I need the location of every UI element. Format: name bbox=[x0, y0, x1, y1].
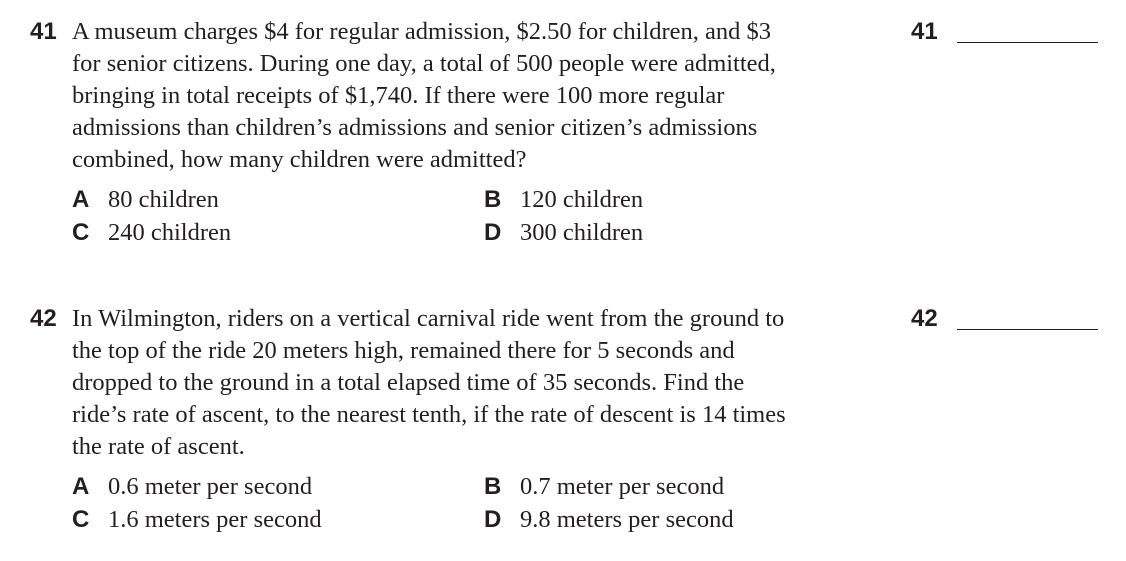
choice-text: 80 children bbox=[108, 186, 219, 213]
question-number: 42 bbox=[30, 305, 57, 332]
choice-letter: D bbox=[484, 506, 502, 533]
choice-text: 9.8 meters per second bbox=[520, 506, 734, 533]
choice-letter: B bbox=[484, 473, 502, 500]
question-text-line: for senior citizens. During one day, a total of 500 people were admitted, bbox=[72, 50, 776, 77]
choice-letter: A bbox=[72, 186, 90, 213]
answer-blank-line[interactable] bbox=[957, 329, 1098, 330]
choice-letter: A bbox=[72, 473, 90, 500]
choice-c[interactable] bbox=[72, 504, 322, 536]
answer-number: 42 bbox=[911, 305, 938, 332]
question-text-line: the rate of ascent. bbox=[72, 433, 245, 460]
choice-text: 120 children bbox=[520, 186, 644, 213]
choice-a[interactable] bbox=[72, 471, 312, 503]
choice-letter: B bbox=[484, 186, 502, 213]
choice-text: 1.6 meters per second bbox=[108, 506, 322, 533]
question-text-line: bringing in total receipts of $1,740. If there were 100 more regular bbox=[72, 82, 725, 109]
choice-b[interactable] bbox=[484, 184, 643, 216]
question-text-line: A museum charges $4 for regular admission, $2.50 for children, and $3 bbox=[72, 18, 772, 45]
choice-text: 0.6 meter per second bbox=[108, 473, 313, 500]
choice-text: 300 children bbox=[520, 219, 644, 246]
question-text-line: dropped to the ground in a total elapsed time of 35 seconds. Find the bbox=[72, 369, 745, 396]
answer-blank-line[interactable] bbox=[957, 42, 1098, 43]
question-text-line: admissions than children’s admissions and senior citizen’s admissions bbox=[72, 114, 758, 141]
choice-text: 240 children bbox=[108, 219, 232, 246]
question-text-line: In Wilmington, riders on a vertical carnival ride went from the ground to bbox=[72, 305, 785, 332]
question-text-line: ride’s rate of ascent, to the nearest tenth, if the rate of descent is 14 times bbox=[72, 401, 786, 428]
question-text bbox=[72, 16, 892, 176]
choice-letter: C bbox=[72, 506, 90, 533]
choice-d[interactable] bbox=[484, 217, 643, 249]
question-text-line: combined, how many children were admitted? bbox=[72, 146, 527, 173]
question-number: 41 bbox=[30, 18, 57, 45]
choice-c[interactable] bbox=[72, 217, 231, 249]
choice-letter: C bbox=[72, 219, 90, 246]
question-text bbox=[72, 303, 892, 463]
answer-number: 41 bbox=[911, 18, 938, 45]
question-text-line: the top of the ride 20 meters high, remained there for 5 seconds and bbox=[72, 337, 735, 364]
choice-b[interactable] bbox=[484, 471, 724, 503]
choice-letter: D bbox=[484, 219, 502, 246]
choice-d[interactable] bbox=[484, 504, 734, 536]
choice-text: 0.7 meter per second bbox=[520, 473, 725, 500]
choice-a[interactable] bbox=[72, 184, 219, 216]
